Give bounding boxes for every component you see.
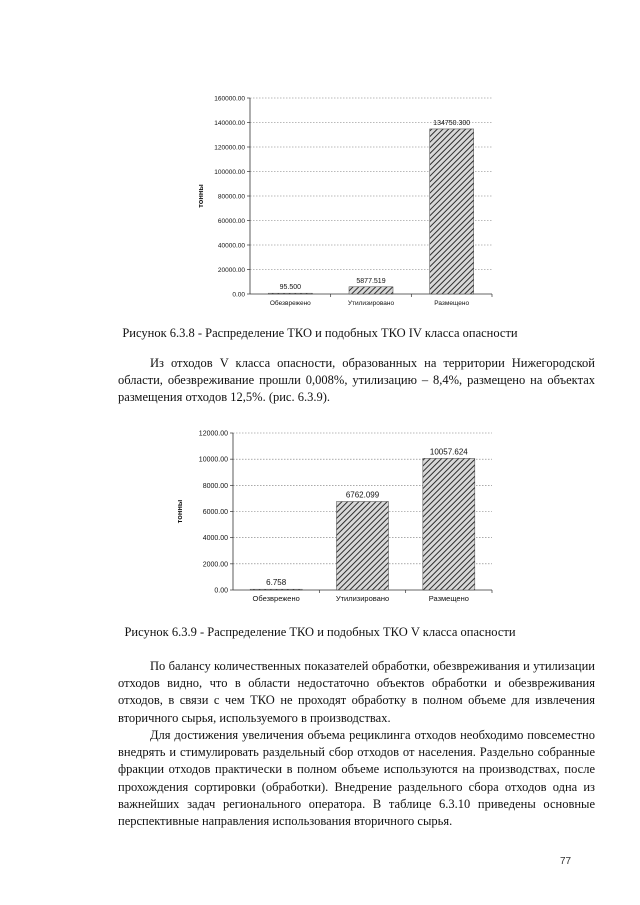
category-label: Утилизировано: [335, 594, 390, 603]
y-tick-label: 12000.00: [198, 430, 228, 438]
y-tick-label: 6000.00: [202, 509, 228, 516]
y-tick-label: 0.00: [232, 291, 245, 299]
paragraph-recycling: [118, 727, 595, 830]
bar: [337, 502, 389, 590]
chart-tko-class-4: [196, 96, 492, 308]
figure-caption-6-3-8: Рисунок 6.3.8 - Распределение ТКО и подобных ТКО IV класса опасности: [122, 326, 518, 340]
data-label: 134750.300: [433, 119, 471, 127]
chart-tko-class-5: [175, 431, 492, 604]
y-tick-label: 80000.00: [217, 193, 245, 201]
y-tick-label: 40000.00: [217, 242, 245, 250]
category-label: Размещено: [434, 300, 470, 307]
bar: [268, 293, 312, 294]
y-tick-label: 100000.00: [214, 169, 245, 176]
y-tick-label: 10000.00: [198, 456, 228, 464]
bar: [250, 589, 302, 590]
category-label: Обезврежено: [252, 594, 300, 603]
data-label: 10057.624: [429, 447, 468, 457]
y-tick-label: 4000.00: [202, 535, 228, 543]
category-label: Обезврежено: [269, 300, 311, 307]
bar: [430, 129, 474, 294]
y-axis-label: тонны: [196, 184, 205, 208]
category-label: Размещено: [428, 594, 469, 603]
bar: [423, 458, 475, 590]
y-tick-label: 20000.00: [217, 267, 245, 274]
y-axis-label: тонны: [175, 499, 184, 524]
figure-caption-6-3-9: Рисунок 6.3.9 - Распределение ТКО и подобных ТКО V класса опасности: [124, 625, 516, 639]
page-number: 77: [560, 856, 572, 867]
y-tick-label: 140000.00: [214, 120, 245, 127]
y-tick-label: 120000.00: [214, 144, 245, 152]
data-label: 6762.099: [345, 490, 380, 500]
y-tick-label: 60000.00: [217, 218, 245, 225]
bar: [349, 287, 393, 294]
data-label: 5877.519: [356, 277, 386, 285]
y-tick-label: 2000.00: [202, 561, 228, 569]
y-tick-label: 160000.00: [214, 95, 245, 103]
paragraph-balance: [118, 658, 595, 727]
y-tick-label: 0.00: [214, 587, 228, 595]
paragraph-text: Для достижения увеличения объема рециклинга отходов необходимо повсеместно внедрять и стимулировать раздельный сбор отходов от населения. Раздельно собранные фракции отходов практически в полном объеме используются на производствах, после прохождения сортировки (обработки). Внедрение раздельного сбора отходов одна из важнейших задач регионального оператора. В таблице 6.3.10 приведены основные перспективные направления использования вторичного сырья.: [118, 728, 595, 829]
data-label: 6.758: [266, 578, 287, 588]
data-label: 95.500: [279, 284, 302, 292]
y-tick-label: 8000.00: [202, 482, 228, 490]
paragraph-text: Из отходов V класса опасности, образованных на территории Нижегородской области, обезвреживание прошли 0,008%, утилизацию – 8,4%, размещено на объектах размещения отходов 12,5%. (рис. 6.3.9).: [118, 356, 595, 405]
paragraph-class-5-stats: [118, 355, 595, 407]
paragraph-text: По балансу количественных показателей обработки, обезвреживания и утилизации отходов видно, что в области недостаточно объектов обработки и обезвреживания отходов, в связи с чем ТКО не проходят обработку в полном объеме для извлечения вторичного сырья, используемого в производствах.: [118, 659, 595, 725]
category-label: Утилизировано: [347, 300, 395, 307]
